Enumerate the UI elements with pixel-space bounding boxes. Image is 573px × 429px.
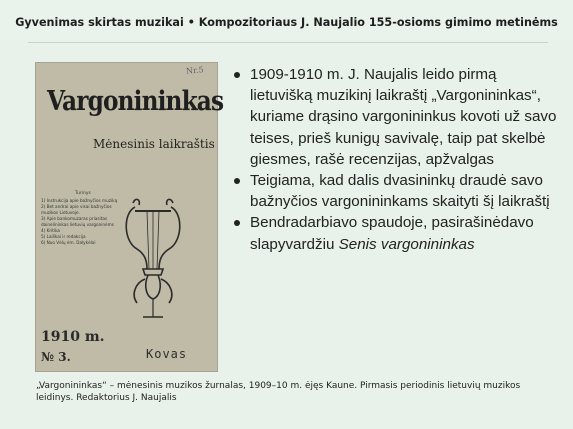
cover-contents-title: Turinys [75,191,91,196]
cover-contents [41,198,119,246]
cover-contents-item: 4) Kritika [41,228,60,233]
cover-subtitle: Mėnesinis laikraštis [93,137,215,151]
cover-contents-item: 5) Laiškai ir redakcija [41,234,86,239]
cover-contents-item: 2) Bet andrai apie visai bažnyčios muzikos Lietuvoje. [41,204,112,215]
bullet-italic-text: Senis vargonininkas [338,235,475,253]
cover-code: Nr.5 [185,65,204,76]
bullet-dot-icon [234,72,240,78]
image-caption: „Vargonininkas“ – mėnesinis muzikos žurnalas, 1909–10 m. ėjęs Kaune. Pirmasis periodinis lietuvių muzikos leidinys. Redaktorius J. Naujalis [36,381,521,404]
cover-contents-item: 6) Nuo Vėlų ėm. Dalykėlai [41,240,96,245]
cover-number: № 3. [41,350,71,364]
header-title: Gyvenimas skirtas muzikai • Kompozitoriaus J. Naujalio 155-osioms gimimo metinėms [15,16,558,29]
header-divider [28,42,548,43]
bullet-item [228,64,558,170]
cover-title: Vargonininkas [47,86,224,117]
bullet-text: Bendradarbiavo spaudoje, pasirašinėdavo slapyvardžiu [250,214,534,253]
bullet-text: 1909-1910 m. J. Naujalis leido pirmą lietuvišką muzikinį laikraštį „Vargonininkas“, kuriame drąsino vargonininkus kovoti už savo teises, prieš kunigų savivalę, taip pat skelbė giesmes, rašė recenzijas, apžvalgas [250,66,557,168]
bullet-dot-icon [234,178,240,184]
bullet-text: Teigiama, kad dalis dvasininkų draudė savo bažnyčios vargonininkams skaityti šį laikraštį [250,172,550,211]
cover-month: Kovas [146,347,188,361]
cover-contents-item: 1) Instrukcija apie bažnyčios muziką [41,198,118,203]
lyre-icon [117,191,189,323]
cover-contents-item: 3) Apie bankomuzaras priasitas dainelininkas lietuvių vargoninėms [41,216,114,227]
bullet-item [228,170,558,212]
bullet-dot-icon [234,220,240,226]
header [0,0,573,40]
bullet-item [228,212,558,254]
magazine-cover-image [35,62,224,372]
cover-year: 1910 m. [41,329,105,345]
bullet-list [228,64,558,255]
